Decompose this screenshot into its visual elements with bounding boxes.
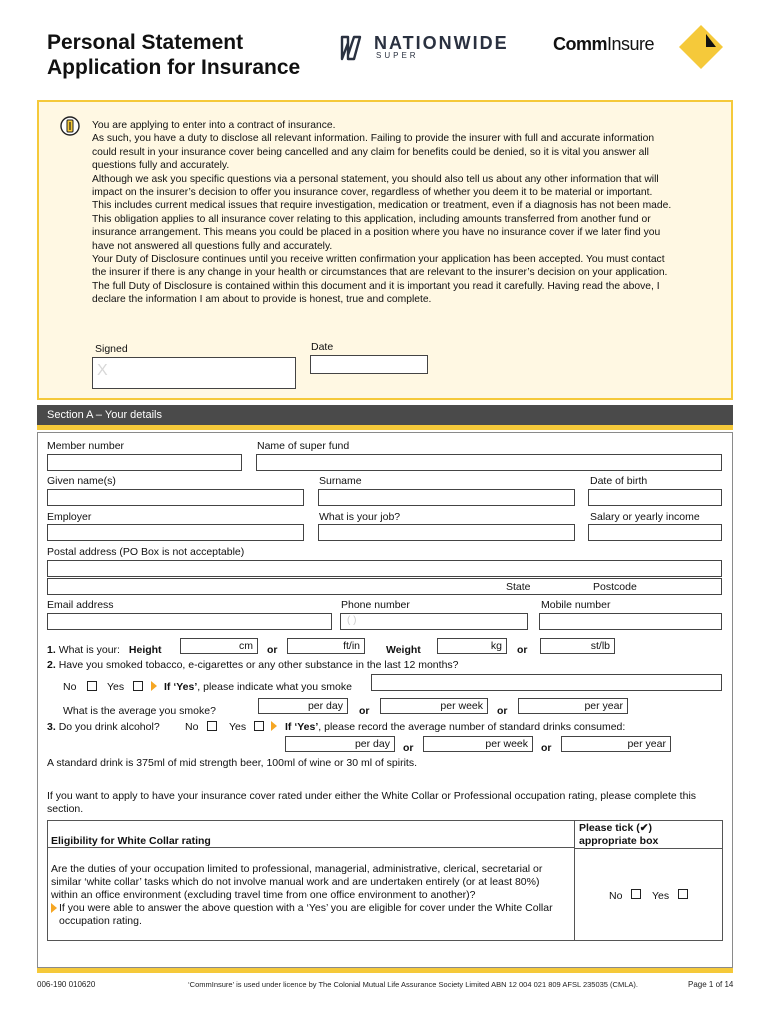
mobile-field[interactable] xyxy=(539,613,722,630)
signature-mark: X xyxy=(97,362,108,379)
info-icon xyxy=(60,116,80,136)
table-header xyxy=(51,835,211,847)
stlb-unit: st/lb xyxy=(590,640,610,652)
arrow-right-icon xyxy=(51,903,57,913)
q2-followup xyxy=(164,681,352,693)
notice-paragraph: As such, you have a duty to disclose all relevant information. Failing to provide the insurer with full and accurate information could result in your insurance cover being cancelled and any claim for benefits could be denied, so it is vital you answer all questions fully and accurately. xyxy=(92,133,655,172)
table-divider xyxy=(574,821,575,940)
given-names-label: Given name(s) xyxy=(47,475,116,487)
q2-yes-checkbox[interactable] xyxy=(133,681,143,691)
table-question: Are the duties of your occupation limited to professional, managerial, administrative, clerical, secretarial or similar ‘white collar’ tasks which do not involve manual work and are undertaken entirely (or at least 80%) within an office environment (excluding travel time from one office environment to another)? xyxy=(51,863,543,901)
title-line-2: Application for Insurance xyxy=(47,56,301,79)
drink-per-week-field[interactable] xyxy=(423,736,533,752)
weight-label: Weight xyxy=(386,644,421,656)
table-header-text: Eligibility for White Collar rating xyxy=(51,835,211,847)
given-names-field[interactable] xyxy=(47,489,304,506)
licence-note: ‘CommInsure’ is used under licence by The Colonial Mutual Life Assurance Society Limited ABN 12 004 021 809 AFSL 235035 (CMLA). xyxy=(188,980,638,989)
q3-yes-label: Yes xyxy=(229,721,247,733)
dob-label: Date of birth xyxy=(590,475,648,487)
or-label: or xyxy=(497,705,508,717)
comminsure-light: Insure xyxy=(607,34,655,54)
table-note: If you were able to answer the above question with a ‘Yes’ you are eligible for cover under the White Collar occupation rating. xyxy=(59,902,553,927)
signed-label: Signed xyxy=(95,343,128,355)
weight-kg-field[interactable] xyxy=(437,638,507,654)
tick-header xyxy=(579,822,658,848)
notice-paragraph: This obligation applies to all insurance cover relating to this application, including amounts transferred from another fund or insurance arrangement. This means you could be placed in a position where you have no insurance cover if we later find you have not answered all questions fully and accurately. xyxy=(92,213,661,252)
title-line-1: Personal Statement xyxy=(47,31,244,54)
or-label: or xyxy=(517,644,528,656)
height-label: Height xyxy=(128,644,162,656)
date-field[interactable] xyxy=(310,355,428,374)
arrow-right-icon xyxy=(271,721,277,731)
section-a-header: Section A – Your details xyxy=(37,405,733,425)
smoke-per-day-field[interactable] xyxy=(258,698,348,714)
dob-field[interactable] xyxy=(588,489,722,506)
tick-header-line-2: appropriate box xyxy=(579,835,659,847)
commbank-diamond-icon xyxy=(678,24,724,70)
white-collar-yes-checkbox[interactable] xyxy=(678,889,688,899)
q1-number: 1. xyxy=(47,644,56,656)
q3-number: 3. xyxy=(47,721,56,733)
smoke-per-year-field[interactable] xyxy=(518,698,628,714)
page-number: Page 1 of 14 xyxy=(688,980,734,989)
date-label: Date xyxy=(311,341,334,353)
q1 xyxy=(47,644,162,656)
notice-paragraph: You are applying to enter into a contract of insurance. xyxy=(92,120,336,131)
member-number-label: Member number xyxy=(47,440,125,452)
comminsure-wordmark xyxy=(553,34,654,55)
weight-stlb-field[interactable] xyxy=(540,638,615,654)
q2-followup-text: , please indicate what you smoke xyxy=(197,681,352,693)
employer-label: Employer xyxy=(47,511,92,523)
height-cm-field[interactable] xyxy=(180,638,258,654)
state-label: State xyxy=(506,581,531,593)
cm-unit: cm xyxy=(239,640,253,652)
tick-header-line-1: Please tick (✔) xyxy=(579,822,652,834)
per-year-unit: per year xyxy=(584,700,623,712)
q3-followup-text: , please record the average number of standard drinks consumed: xyxy=(318,721,626,733)
postal-line-1-field[interactable] xyxy=(47,560,722,577)
footer-divider xyxy=(37,968,733,973)
or-label: or xyxy=(267,644,278,656)
or-label: or xyxy=(541,742,552,754)
section-divider xyxy=(37,425,733,430)
nationwide-logo-icon xyxy=(340,33,368,63)
per-year-unit: per year xyxy=(627,738,666,750)
smoke-type-field[interactable] xyxy=(371,674,722,691)
q2 xyxy=(47,659,459,671)
table-divider xyxy=(575,848,722,849)
height-ftin-field[interactable] xyxy=(287,638,365,654)
nationwide-wordmark: NATIONWIDE xyxy=(374,33,509,53)
page-title xyxy=(47,30,300,80)
super-fund-field[interactable] xyxy=(256,454,722,471)
postcode-label: Postcode xyxy=(593,581,637,593)
q3-no-label: No xyxy=(185,721,199,733)
q3-followup xyxy=(285,721,625,733)
q3-no-checkbox[interactable] xyxy=(207,721,217,731)
salary-label: Salary or yearly income xyxy=(590,511,700,523)
job-label: What is your job? xyxy=(319,511,401,523)
rating-intro: If you want to apply to have your insurance cover rated under either the White Collar or Professional occupation rating, please complete this section. xyxy=(47,790,697,815)
email-field[interactable] xyxy=(47,613,332,630)
q2-text: Have you smoked tobacco, e-cigarettes or any other substance in the last 12 months? xyxy=(58,659,459,671)
arrow-right-icon xyxy=(151,681,157,691)
mobile-label: Mobile number xyxy=(541,599,611,611)
phone-field[interactable] xyxy=(340,613,528,630)
smoke-per-week-field[interactable] xyxy=(380,698,488,714)
q2-no-label: No xyxy=(63,681,77,693)
q2-number: 2. xyxy=(47,659,56,671)
postal-label: Postal address (PO Box is not acceptable) xyxy=(47,546,245,558)
q3 xyxy=(47,721,160,733)
signature-field[interactable] xyxy=(92,357,296,389)
or-label: or xyxy=(359,705,370,717)
member-number-field[interactable] xyxy=(47,454,242,471)
nationwide-subtitle: SUPER xyxy=(376,51,419,60)
if-yes-label: If ‘Yes’ xyxy=(164,681,198,693)
surname-field[interactable] xyxy=(318,489,575,506)
comminsure-bold: Comm xyxy=(553,34,608,54)
notice-paragraph: Although we ask you specific questions via a personal statement, you should also tell us about any other information that will impact on the insurer’s decision to offer you insurance cover, regardless of whether you deem it to be material or important. This includes current medical issues that require investigation, medication or treatment, even if a diagnosis has not been made. xyxy=(92,173,672,212)
kg-unit: kg xyxy=(490,640,502,652)
per-day-unit: per day xyxy=(354,738,390,750)
standard-drink-note: A standard drink is 375ml of mid strength beer, 100ml of wine or 30 ml of spirits. xyxy=(47,757,418,769)
q2-yes-label: Yes xyxy=(107,681,125,693)
notice-paragraph: The full Duty of Disclosure is contained within this document and it is important you read it carefully. Having read the above, I declare the information I am about to provide is honest, true and complete. xyxy=(92,280,660,306)
if-yes-label: If ‘Yes’ xyxy=(285,721,319,733)
white-collar-no-checkbox[interactable] xyxy=(631,889,641,899)
super-fund-label: Name of super fund xyxy=(257,440,350,452)
per-day-unit: per day xyxy=(307,700,343,712)
notice-text xyxy=(92,119,672,307)
or-label: or xyxy=(403,742,414,754)
employer-field[interactable] xyxy=(47,524,304,541)
email-label: Email address xyxy=(47,599,114,611)
per-week-unit: per week xyxy=(485,738,528,750)
drink-per-day-field[interactable] xyxy=(285,736,395,752)
q1-text: What is your: xyxy=(58,644,120,656)
smoke-average-label: What is the average you smoke? xyxy=(63,705,216,717)
phone-label: Phone number xyxy=(341,599,410,611)
ftin-unit: ft/in xyxy=(343,640,360,652)
surname-label: Surname xyxy=(319,475,362,487)
job-field[interactable] xyxy=(318,524,575,541)
q2-no-checkbox[interactable] xyxy=(87,681,97,691)
form-code: 006-190 010620 xyxy=(37,980,96,989)
salary-field[interactable] xyxy=(588,524,722,541)
q3-text: Do you drink alcohol? xyxy=(58,721,160,733)
table-yes-label: Yes xyxy=(652,890,670,902)
q3-yes-checkbox[interactable] xyxy=(254,721,264,731)
drink-per-year-field[interactable] xyxy=(561,736,671,752)
phone-bracket: ( ) xyxy=(347,615,357,626)
per-week-unit: per week xyxy=(440,700,483,712)
notice-paragraph: Your Duty of Disclosure continues until you receive written confirmation your application has been accepted. You must contact the insurer if there is any change in your health or circumstances that are relevant to the insurer’s decision on your application. xyxy=(92,254,668,279)
table-no-label: No xyxy=(609,890,623,902)
